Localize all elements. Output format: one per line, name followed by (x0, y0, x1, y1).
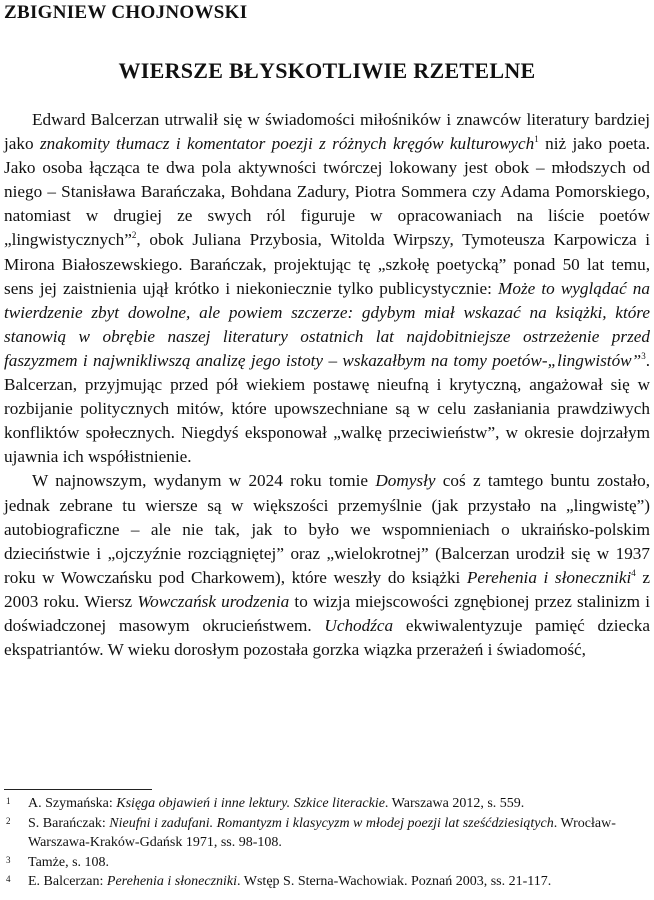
text-run: z 2003 roku. Wiersz (4, 567, 650, 611)
footnotes-section (4, 794, 650, 892)
text-run: W najnowszym, wydanym w 2024 roku tomie (32, 471, 376, 491)
italic-book-title: Domysły (375, 471, 436, 491)
author-name: ZBIGNIEW CHOJNOWSKI (4, 2, 248, 23)
footnote-text: E. Balcerzan: (28, 874, 107, 890)
article-body (4, 108, 650, 662)
article-title: WIERSZE BŁYSKOTLIWIE RZETELNE (118, 58, 536, 83)
footnote-ref-2[interactable]: 2 (131, 230, 137, 241)
text-run: niż jako poeta. Jako osoba łącząca te dwa pola aktywności twórczej lokowany jest obok – młodszych od niego – Stanisława Barańczaka, Bohdana Zadury, Piotra Sommera czy Adama Pomorskiego, natomiast w drugiej ze swych ról figuruje w opracowaniach na liście poetów „lingwistycznych” (4, 134, 650, 250)
italic-book-title: Perehenia i słoneczniki (466, 567, 632, 587)
paragraph-1 (4, 108, 650, 469)
footnote-divider (4, 789, 152, 790)
text-run: . Balcerzan, przyjmując przed pół wiekiem postawę nieufną i krytyczną, angażował się w rozbijanie politycznych mitów, które upowszechniane są w celu zasłaniania prawdziwych konfliktów społecznych. Niegdyś eksponował „walkę przeciwieństw”, w okresie dojrzałym ujawnia ich współistnienie. (4, 350, 650, 467)
footnote-text: . Warszawa 2012, s. 559. (384, 796, 525, 811)
paragraph-2 (4, 469, 650, 662)
footnote-3 (4, 853, 650, 873)
italic-poem-title: Uchodźca (324, 615, 394, 635)
footnote-text: . Wstęp S. Sterna-Wachowiak. Poznań 2003, ss. 21-117. (237, 874, 552, 890)
footnote-number: 1 (6, 796, 11, 806)
footnote-text: S. Barańczak: (28, 815, 110, 831)
text-run: , obok Juliana Przybosia, Witolda Wirpszy, Tymoteusza Karpowicza i Mirona Białoszewskiego. Barańczak, projektując tę „szkołę poetycką” ponad 50 lat temu, sens jej zaistnienia ujął krótko i niekoniecznie tylko publicystycznie: (4, 230, 650, 298)
footnote-italic: Nieufni i zadufani. Romantyzm i klasycyzm w młodej poezji lat sześćdziesiątych (109, 815, 554, 831)
footnote-number: 2 (6, 815, 11, 826)
footnote-1 (4, 794, 650, 814)
footnote-ref-4[interactable]: 4 (631, 567, 636, 578)
text-run: coś z tamtego buntu zostało, jednak zebrane tu wiersze są w większości przemyślnie (jak przystało na „lingwistę”) autobiograficzne – ale nie tak, jak to było we wspomnieniach o ukraińsko-polskim dzieciństwie i „ojczyźnie rozciągniętej” oraz „wielokrotnej” (Balcerzan urodził się w 1937 roku w Wowczańsku pod Charkowem), które weszły do książki (4, 471, 650, 587)
footnote-text: Tamże, s. 108. (28, 854, 110, 870)
italic-run: znakomity tłumacz i komentator poezji z różnych kręgów kulturowych (39, 134, 535, 154)
italic-quote: Może to wyglądać na twierdzenie zbyt dowolne, ale powiem szczerze: gdybym miał wskazać na książki, które stanowią w obrębie naszej literatury ostatnich lat najdobitniejsze ostrzeżenie przed faszyzmem i najwnikliwszą analizę jego istoty – wskazałbym na tomy poetów-„lingwistów” (4, 278, 650, 370)
text-run: to wizja miejscowości zgnębionej przez stalinizm i doświadczonej masowym okrucieństwem. (4, 591, 650, 635)
footnote-italic: Perehenia i słoneczniki (106, 874, 238, 890)
footnote-4 (4, 872, 650, 892)
footnote-italic: Księga objawień i inne lektury. Szkice literackie (116, 796, 385, 811)
footnote-ref-3[interactable]: 3 (641, 350, 646, 361)
footnote-ref-1[interactable]: 1 (534, 134, 539, 145)
footnote-number: 4 (6, 874, 11, 885)
footnote-2 (4, 814, 650, 853)
footnote-text: . Wrocław-Warszawa-Kraków-Gdańsk 1971, ss. 98-108. (28, 815, 616, 851)
text-run: ekwiwalentyzuje pamięć dziecka ekspatriantów. W wieku dorosłym pozostała gorzka wiązka przerażeń i świadomość, (4, 615, 650, 660)
footnote-number: 3 (6, 854, 11, 865)
footnote-text: A. Szymańska: (28, 796, 117, 811)
text-run: Edward Balcerzan utrwalił się w świadomości miłośników i znawców literatury bardziej jako (4, 110, 650, 154)
italic-poem-title: Wowczańsk urodzenia (137, 591, 290, 611)
